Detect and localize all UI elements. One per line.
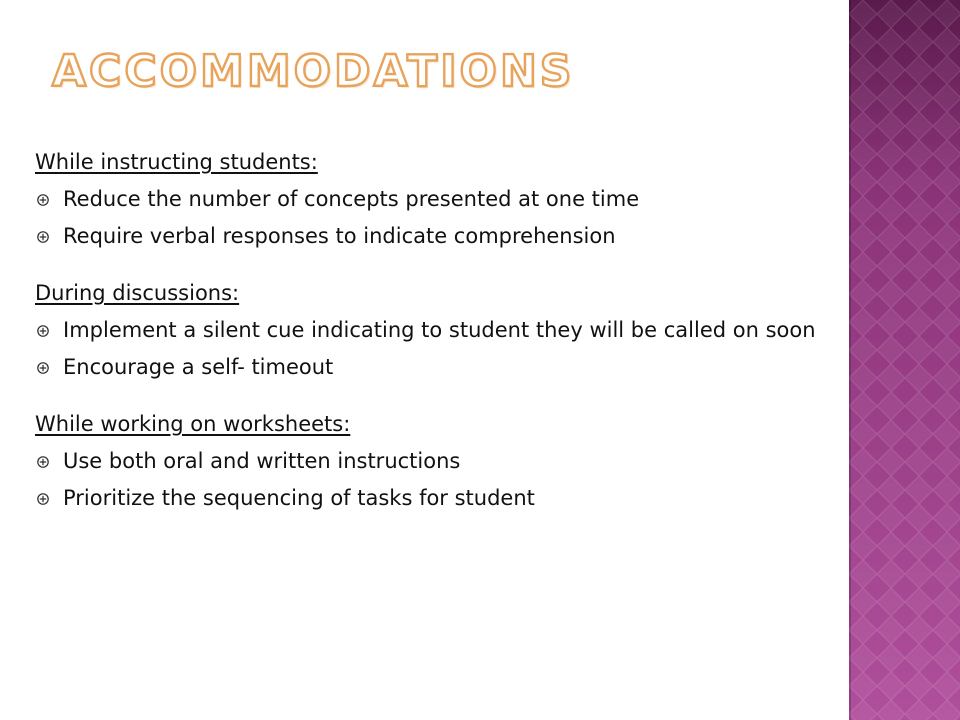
circled-plus-icon [37,362,49,374]
bullet-item [35,487,835,510]
section-instructing [35,150,835,248]
bullet-item [35,188,835,211]
bullet-list [35,450,835,510]
bullet-text: Require verbal responses to indicate comprehension [63,224,616,248]
bullet-text: Reduce the number of concepts presented at one time [63,187,640,211]
bullet-item [35,225,835,248]
section-heading: During discussions: [35,281,240,305]
slide-title: ACCOMMODATIONS [52,46,575,97]
section-heading: While instructing students: [35,150,318,174]
section-worksheets [35,412,835,510]
section-discussions [35,281,835,379]
circled-plus-icon [37,194,49,206]
bullet-list [35,319,835,379]
circled-plus-icon [37,231,49,243]
bullet-item [35,356,835,379]
circled-plus-icon [37,493,49,505]
decorative-side-panel [849,0,960,720]
circled-plus-icon [37,325,49,337]
bullet-text: Prioritize the sequencing of tasks for student [63,486,535,510]
diamond-pattern [849,0,960,720]
bullet-item [35,319,835,342]
bullet-item [35,450,835,473]
slide-body [35,150,835,524]
bullet-text: Use both oral and written instructions [63,449,461,473]
circled-plus-icon [37,456,49,468]
bullet-text: Implement a silent cue indicating to student they will be called on soon [63,318,816,342]
section-heading: While working on worksheets: [35,412,351,436]
bullet-text: Encourage a self- timeout [63,355,334,379]
bullet-list [35,188,835,248]
